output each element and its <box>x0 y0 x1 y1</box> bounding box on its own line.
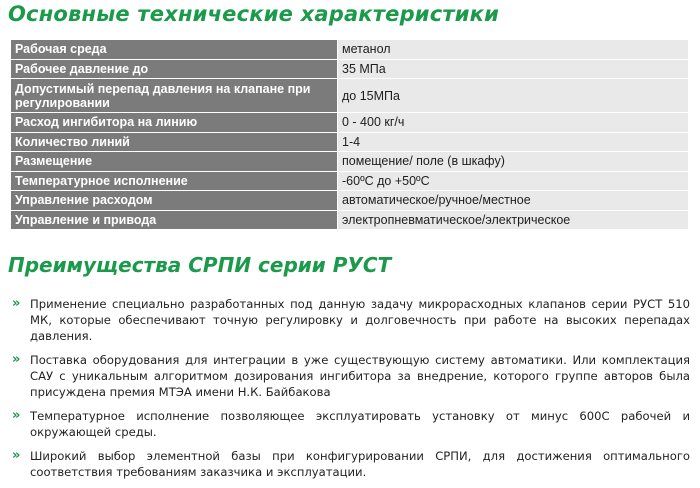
spec-value: -60ºС до +50ºС <box>338 171 689 191</box>
bullet-arrow-icon: » <box>12 296 21 311</box>
spec-value: автоматическое/ручное/местное <box>338 191 689 211</box>
spec-value: 1-4 <box>338 132 689 152</box>
table-row <box>11 171 689 191</box>
list-item <box>12 296 690 344</box>
table-row <box>11 210 689 230</box>
list-item <box>12 448 690 480</box>
table-row <box>11 132 689 152</box>
spec-value: помещение/ поле (в шкафу) <box>338 152 689 172</box>
table-row <box>11 191 689 211</box>
bullet-arrow-icon: » <box>12 408 21 423</box>
bullet-arrow-icon: » <box>12 448 21 463</box>
spec-label: Размещение <box>11 152 338 172</box>
spec-value: метанол <box>338 40 689 60</box>
list-item-text: Широкий выбор элементной базы при конфигурировании СРПИ, для достижения оптимального соответствия требованиям заказчика и эксплуатации. <box>30 449 690 479</box>
table-row <box>11 79 689 113</box>
table-row <box>11 152 689 172</box>
list-item-text: Применение специально разработанных под данную задачу микрорасходных клапанов серии РУСТ 510 МК, которые обеспечивают точную регулировку и долговечность при работе на высоких перепадах давления. <box>30 297 690 343</box>
spec-label: Температурное исполнение <box>11 171 338 191</box>
list-item <box>12 352 690 400</box>
spec-label: Рабочее давление до <box>11 59 338 79</box>
spec-value: 35 МПа <box>338 59 689 79</box>
spec-value: электропневматическое/электрическое <box>338 210 689 230</box>
spec-label: Расход ингибитора на линию <box>11 113 338 133</box>
table-row <box>11 40 689 60</box>
spec-value: до 15МПа <box>338 79 689 113</box>
table-row <box>11 59 689 79</box>
list-item <box>12 408 690 440</box>
table-row <box>11 113 689 133</box>
spec-label: Управление и привода <box>11 210 338 230</box>
spec-value: 0 - 400 кг/ч <box>338 113 689 133</box>
spec-label: Количество линий <box>11 132 338 152</box>
list-item-text: Температурное исполнение позволяющее эксплуатировать установку от минус 600С рабочей и окружающей среды. <box>30 409 690 439</box>
spec-label: Управление расходом <box>11 191 338 211</box>
spec-label: Допустимый перепад давления на клапане при регулировании <box>11 79 338 113</box>
advantages-heading: Преимущества СРПИ серии РУСТ <box>8 253 392 277</box>
specs-table <box>10 39 689 230</box>
spec-label: Рабочая среда <box>11 40 338 60</box>
advantages-list <box>12 296 690 488</box>
bullet-arrow-icon: » <box>12 352 21 367</box>
specs-heading: Основные технические характеристики <box>8 2 500 26</box>
list-item-text: Поставка оборудования для интеграции в уже существующую систему автоматики. Или комплектация САУ с уникальным алгоритмом дозирования ингибитора за внедрение, которого группе авторов была присуждена премия МТЭА имени Н.К. Байбакова <box>30 353 690 399</box>
